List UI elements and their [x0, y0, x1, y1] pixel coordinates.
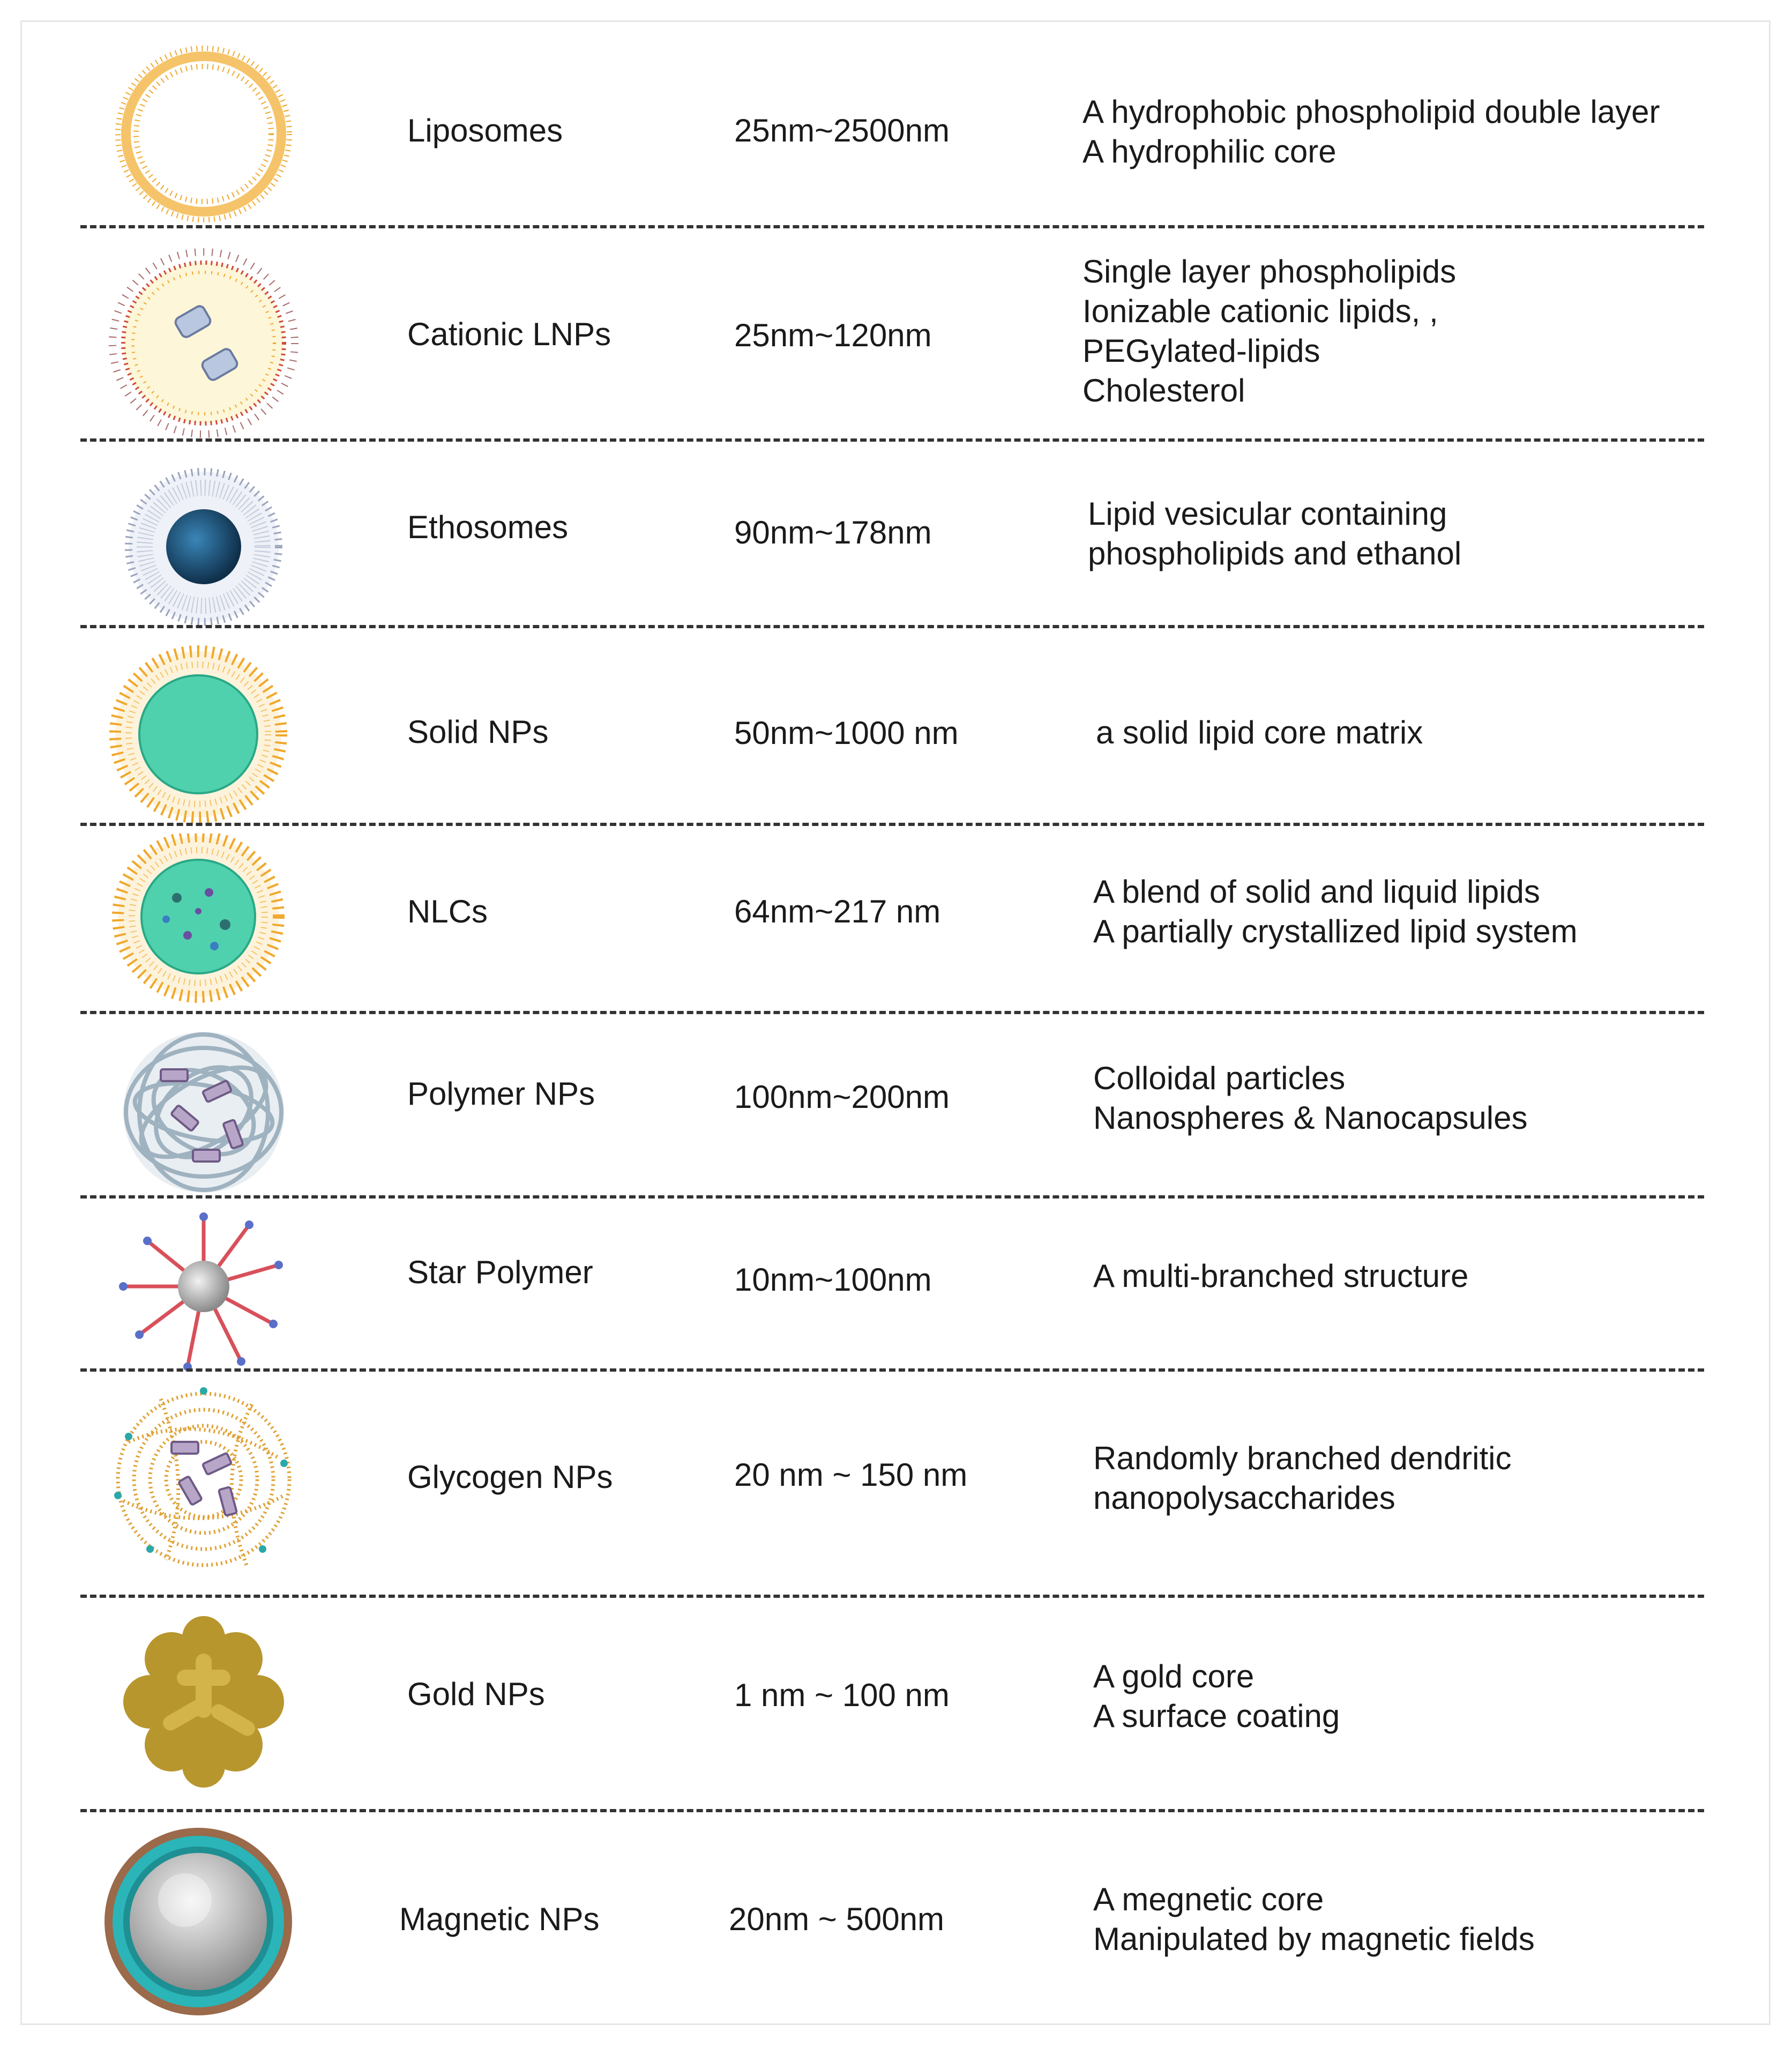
- dashed-divider: [80, 225, 1704, 228]
- solid-np-icon: [96, 638, 311, 852]
- dashed-divider: [80, 1195, 1704, 1199]
- row-size-range: 50nm~1000 nm: [734, 715, 959, 751]
- row-size-range: 20 nm ~ 150 nm: [734, 1457, 968, 1493]
- row-nlcs: [0, 833, 1792, 1010]
- row-gold-nps: [0, 1605, 1792, 1804]
- row-description: [1093, 872, 1578, 951]
- row-ethosomes: [0, 450, 1792, 627]
- description-line: Ionizable cationic lipids, ,: [1082, 293, 1438, 329]
- nlc-icon: [96, 833, 311, 1048]
- row-size-range: 25nm~120nm: [734, 317, 932, 353]
- description-line: PEGylated-lipids: [1082, 333, 1320, 369]
- row-name: Solid NPs: [407, 714, 549, 750]
- row-description: [1082, 252, 1456, 411]
- glycogen-np-icon: [96, 1378, 311, 1592]
- row-description: [1082, 92, 1660, 172]
- row-magnetic-nps: [0, 1820, 1792, 2023]
- dashed-divider: [80, 1595, 1704, 1598]
- magnetic-np-icon: [96, 1820, 311, 2034]
- description-line: Single layer phospholipids: [1082, 254, 1457, 289]
- row-name: Polymer NPs: [407, 1076, 595, 1112]
- cationic-lnp-icon: [96, 236, 311, 450]
- row-cationic-lnps: [0, 236, 1792, 440]
- row-name: Gold NPs: [407, 1676, 545, 1712]
- gold-np-icon: [96, 1605, 311, 1820]
- dashed-divider: [80, 1368, 1704, 1372]
- row-description: [1093, 1059, 1528, 1138]
- row-description: [1093, 1256, 1468, 1296]
- row-polymer-nps: [0, 1021, 1792, 1198]
- row-size-range: 20nm ~ 500nm: [729, 1901, 944, 1937]
- row-size-range: 25nm~2500nm: [734, 113, 950, 148]
- description-line: A hydrophobic phospholipid double layer: [1082, 94, 1660, 130]
- description-line: Lipid vesicular containing: [1088, 496, 1447, 532]
- row-name: Star Polymer: [407, 1254, 593, 1290]
- row-name: Glycogen NPs: [407, 1459, 613, 1495]
- description-line: A blend of solid and liquid lipids: [1093, 874, 1540, 910]
- description-line: a solid lipid core matrix: [1096, 714, 1423, 750]
- description-line: A gold core: [1093, 1658, 1255, 1694]
- row-size-range: 90nm~178nm: [734, 515, 932, 550]
- description-line: Nanospheres & Nanocapsules: [1093, 1100, 1528, 1136]
- row-name: NLCs: [407, 894, 488, 929]
- polymer-np-icon: [96, 1021, 311, 1235]
- row-solid-nps: [0, 638, 1792, 820]
- row-description: [1096, 713, 1423, 753]
- row-size-range: 64nm~217 nm: [734, 894, 941, 929]
- description-line: A megnetic core: [1093, 1881, 1324, 1917]
- description-line: A hydrophilic core: [1082, 133, 1336, 169]
- dashed-divider: [80, 1011, 1704, 1014]
- description-line: Manipulated by magnetic fields: [1093, 1921, 1535, 1957]
- description-line: Colloidal particles: [1093, 1060, 1346, 1096]
- dashed-divider: [80, 438, 1704, 442]
- description-line: A partially crystallized lipid system: [1093, 913, 1578, 949]
- row-name: Liposomes: [407, 113, 563, 148]
- row-description: [1088, 494, 1461, 574]
- ethosome-icon: [96, 450, 311, 665]
- description-line: Cholesterol: [1082, 373, 1245, 408]
- row-size-range: 10nm~100nm: [734, 1262, 932, 1298]
- row-description: [1093, 1657, 1340, 1736]
- row-star-polymer: [0, 1206, 1792, 1367]
- row-description: [1093, 1880, 1535, 1959]
- row-liposomes: [0, 27, 1792, 230]
- row-size-range: 1 nm ~ 100 nm: [734, 1677, 950, 1713]
- liposome-icon: [96, 27, 311, 241]
- description-line: Randomly branched dendritic: [1093, 1440, 1512, 1476]
- description-line: A multi-branched structure: [1093, 1258, 1469, 1294]
- dashed-divider: [80, 823, 1704, 826]
- row-name: Cationic LNPs: [407, 316, 611, 352]
- row-size-range: 100nm~200nm: [734, 1079, 950, 1115]
- description-line: nanopolysaccharides: [1093, 1480, 1395, 1516]
- description-line: A surface coating: [1093, 1698, 1340, 1734]
- description-line: phospholipids and ethanol: [1088, 535, 1462, 571]
- row-description: [1093, 1439, 1511, 1518]
- dashed-divider: [80, 1809, 1704, 1812]
- row-name: Magnetic NPs: [399, 1901, 600, 1937]
- row-glycogen-nps: [0, 1378, 1792, 1581]
- dashed-divider: [80, 625, 1704, 628]
- row-name: Ethosomes: [407, 509, 569, 545]
